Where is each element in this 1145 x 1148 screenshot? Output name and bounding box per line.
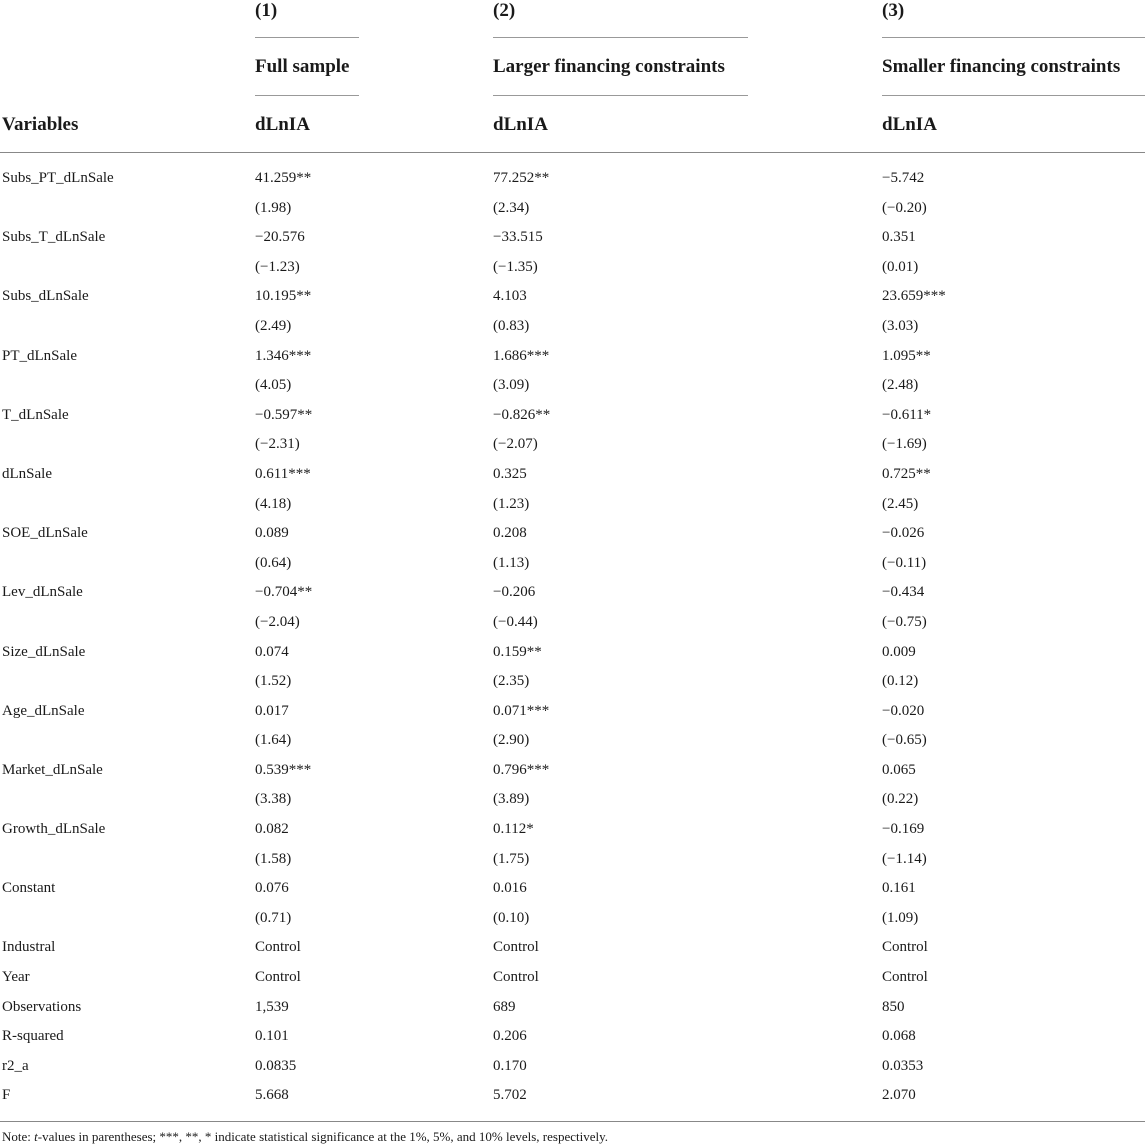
dependent-var-1: dLnIA — [255, 114, 310, 135]
cell-col-1: (−2.31) — [255, 436, 300, 453]
table-bottom-rule — [0, 1121, 1145, 1122]
cell-col-3: (2.45) — [882, 495, 919, 512]
cell-col-2: 4.103 — [493, 288, 527, 305]
table-body — [0, 166, 1145, 1113]
table-row — [0, 876, 1145, 906]
row-label: Industral — [2, 939, 56, 956]
cell-col-2: (1.75) — [493, 850, 530, 867]
cell-col-3: (−0.65) — [882, 732, 927, 749]
cell-col-1: 0.611*** — [255, 465, 311, 482]
row-label: PT_dLnSale — [2, 347, 77, 364]
cell-col-2: (3.89) — [493, 791, 530, 808]
dependent-var-3: dLnIA — [882, 114, 937, 135]
header-rule-5 — [493, 95, 748, 96]
cell-col-3: −0.020 — [882, 702, 925, 719]
cell-col-2: (−1.35) — [493, 258, 538, 275]
header-rule-3 — [882, 37, 1145, 38]
dependent-var-2: dLnIA — [493, 114, 548, 135]
cell-col-2: 0.170 — [493, 1057, 527, 1074]
cell-col-2: −33.515 — [493, 229, 543, 246]
cell-col-3: (2.48) — [882, 377, 919, 394]
cell-col-3: Control — [882, 939, 928, 956]
row-label: Subs_PT_dLnSale — [2, 170, 114, 186]
table-row — [0, 640, 1145, 670]
cell-col-3: (3.03) — [882, 317, 919, 334]
cell-col-2: 0.208 — [493, 525, 527, 542]
table-row — [0, 284, 1145, 314]
cell-col-1: 0.017 — [255, 702, 289, 719]
cell-col-1: −20.576 — [255, 229, 305, 246]
table-row — [0, 1024, 1145, 1054]
cell-col-1: 0.074 — [255, 643, 289, 660]
cell-col-1: 10.195** — [255, 288, 312, 305]
note-italic-t: t — [34, 1129, 38, 1144]
cell-col-3: 23.659*** — [882, 288, 946, 305]
cell-col-1: 0.101 — [255, 1028, 289, 1045]
cell-col-3: −0.434 — [882, 584, 925, 601]
cell-col-2: 0.159** — [493, 643, 542, 660]
cell-col-3: (−0.11) — [882, 554, 927, 571]
cell-col-1: (3.38) — [255, 791, 292, 808]
table-row — [0, 758, 1145, 788]
cell-col-3: −0.169 — [882, 821, 925, 838]
cell-col-3: 0.068 — [882, 1028, 916, 1045]
table-row — [0, 1083, 1145, 1113]
table-row — [0, 521, 1145, 551]
table-row — [0, 906, 1145, 936]
cell-col-2: (2.35) — [493, 673, 530, 690]
cell-col-2: 689 — [493, 998, 516, 1015]
header-rule-4 — [255, 95, 359, 96]
cell-col-3: (−1.14) — [882, 850, 927, 867]
cell-col-2: 0.796*** — [493, 761, 550, 778]
table-row — [0, 787, 1145, 817]
cell-col-3: 0.065 — [882, 761, 916, 778]
cell-col-2: −0.206 — [493, 584, 536, 601]
table-row — [0, 196, 1145, 226]
table-row — [0, 728, 1145, 758]
cell-col-2: (1.13) — [493, 554, 530, 571]
cell-col-3: 850 — [882, 998, 905, 1015]
cell-col-1: (1.52) — [255, 673, 292, 690]
cell-col-1: 0.0835 — [255, 1057, 297, 1074]
cell-col-1: 1.346*** — [255, 347, 312, 364]
table-row — [0, 965, 1145, 995]
cell-col-1: Control — [255, 939, 301, 956]
cell-col-2: Control — [493, 969, 539, 986]
cell-col-2: 0.071*** — [493, 702, 550, 719]
table-row — [0, 373, 1145, 403]
cell-col-3: (0.01) — [882, 258, 919, 275]
cell-col-3: 1.095** — [882, 347, 931, 364]
table-row — [0, 492, 1145, 522]
cell-col-3: 0.351 — [882, 229, 916, 246]
table-note — [2, 1129, 608, 1145]
col-number-1: (1) — [255, 0, 278, 21]
cell-col-2: −0.826** — [493, 406, 551, 423]
row-label: F — [2, 1087, 11, 1104]
cell-col-3: (−0.75) — [882, 613, 927, 630]
cell-col-1: 0.076 — [255, 880, 289, 897]
cell-col-2: Control — [493, 939, 539, 956]
note-prefix: Note: — [2, 1129, 35, 1144]
table-row — [0, 847, 1145, 877]
cell-col-2: (0.10) — [493, 909, 530, 926]
cell-col-2: (0.83) — [493, 317, 530, 334]
row-label: Age_dLnSale — [2, 702, 85, 719]
cell-col-3: −0.611* — [882, 406, 932, 423]
header-bottom-rule — [0, 152, 1145, 153]
table-row — [0, 817, 1145, 847]
cell-col-1: (1.98) — [255, 199, 292, 216]
cell-col-1: (0.64) — [255, 554, 292, 571]
col-sample-1: Full sample — [255, 56, 350, 77]
row-label: Year — [2, 969, 30, 986]
cell-col-2: 0.206 — [493, 1028, 527, 1045]
cell-col-2: (3.09) — [493, 377, 530, 394]
cell-col-1: (1.58) — [255, 850, 292, 867]
cell-col-1: 0.539*** — [255, 761, 312, 778]
table-row — [0, 314, 1145, 344]
cell-col-2: (2.90) — [493, 732, 530, 749]
table-row — [0, 1054, 1145, 1084]
variables-header: Variables — [2, 114, 79, 135]
cell-col-3: (−0.20) — [882, 199, 927, 216]
cell-col-2: (−2.07) — [493, 436, 538, 453]
cell-col-2: (−0.44) — [493, 613, 538, 630]
cell-col-3: Control — [882, 969, 928, 986]
col-sample-3: Smaller financing constraints — [882, 56, 1121, 77]
cell-col-1: 5.668 — [255, 1087, 289, 1104]
cell-col-2: 77.252** — [493, 170, 550, 186]
cell-col-2: 5.702 — [493, 1087, 527, 1104]
table-row — [0, 432, 1145, 462]
cell-col-3: (−1.69) — [882, 436, 927, 453]
cell-col-2: (2.34) — [493, 199, 530, 216]
row-label: R-squared — [2, 1028, 64, 1045]
row-label: r2_a — [2, 1057, 29, 1074]
cell-col-2: 0.016 — [493, 880, 527, 897]
cell-col-2: (1.23) — [493, 495, 530, 512]
table-row — [0, 551, 1145, 581]
cell-col-1: 0.089 — [255, 525, 289, 542]
row-label: Size_dLnSale — [2, 643, 86, 660]
cell-col-3: 0.009 — [882, 643, 916, 660]
cell-col-1: −0.704** — [255, 584, 313, 601]
cell-col-3: −5.742 — [882, 170, 925, 186]
row-label: SOE_dLnSale — [2, 525, 88, 542]
table-row — [0, 699, 1145, 729]
col-number-3: (3) — [882, 0, 905, 21]
row-label: Observations — [2, 998, 82, 1015]
table-row — [0, 166, 1145, 196]
cell-col-3: (1.09) — [882, 909, 919, 926]
row-label: Subs_T_dLnSale — [2, 229, 106, 246]
row-label: Constant — [2, 880, 56, 897]
table-row — [0, 610, 1145, 640]
cell-col-1: (−1.23) — [255, 258, 300, 275]
cell-col-3: 0.725** — [882, 465, 931, 482]
cell-col-3: 0.0353 — [882, 1057, 924, 1074]
table-row — [0, 344, 1145, 374]
cell-col-2: 0.325 — [493, 465, 527, 482]
cell-col-1: (4.05) — [255, 377, 292, 394]
table-row — [0, 462, 1145, 492]
cell-col-3: (0.12) — [882, 673, 919, 690]
cell-col-3: 0.161 — [882, 880, 916, 897]
cell-col-2: 0.112* — [493, 821, 534, 838]
note-text: -values in parentheses; ***, **, * indicate statistical significance at the 1%, 5%, and 10% levels, respectively. — [37, 1129, 609, 1144]
col-number-2: (2) — [493, 0, 516, 21]
cell-col-1: 41.259** — [255, 170, 312, 186]
cell-col-1: (0.71) — [255, 909, 292, 926]
row-label: Subs_dLnSale — [2, 288, 89, 305]
cell-col-1: 1,539 — [255, 998, 289, 1015]
table-row — [0, 995, 1145, 1025]
header-rule-1 — [255, 37, 359, 38]
cell-col-1: 0.082 — [255, 821, 289, 838]
table-row — [0, 669, 1145, 699]
cell-col-1: (−2.04) — [255, 613, 300, 630]
cell-col-1: (4.18) — [255, 495, 292, 512]
row-label: Growth_dLnSale — [2, 821, 106, 838]
table-row — [0, 403, 1145, 433]
row-label: Lev_dLnSale — [2, 584, 83, 601]
cell-col-3: (0.22) — [882, 791, 919, 808]
row-label: T_dLnSale — [2, 406, 69, 423]
cell-col-1: (1.64) — [255, 732, 292, 749]
header-rule-6 — [882, 95, 1145, 96]
cell-col-1: Control — [255, 969, 301, 986]
cell-col-3: 2.070 — [882, 1087, 916, 1104]
row-label: dLnSale — [2, 465, 52, 482]
table-row — [0, 935, 1145, 965]
cell-col-1: (2.49) — [255, 317, 292, 334]
cell-col-3: −0.026 — [882, 525, 925, 542]
table-row — [0, 580, 1145, 610]
cell-col-1: −0.597** — [255, 406, 313, 423]
row-label: Market_dLnSale — [2, 761, 103, 778]
cell-col-2: 1.686*** — [493, 347, 550, 364]
table-row — [0, 255, 1145, 285]
header-rule-2 — [493, 37, 748, 38]
table-row — [0, 225, 1145, 255]
col-sample-2: Larger financing constraints — [493, 56, 725, 77]
